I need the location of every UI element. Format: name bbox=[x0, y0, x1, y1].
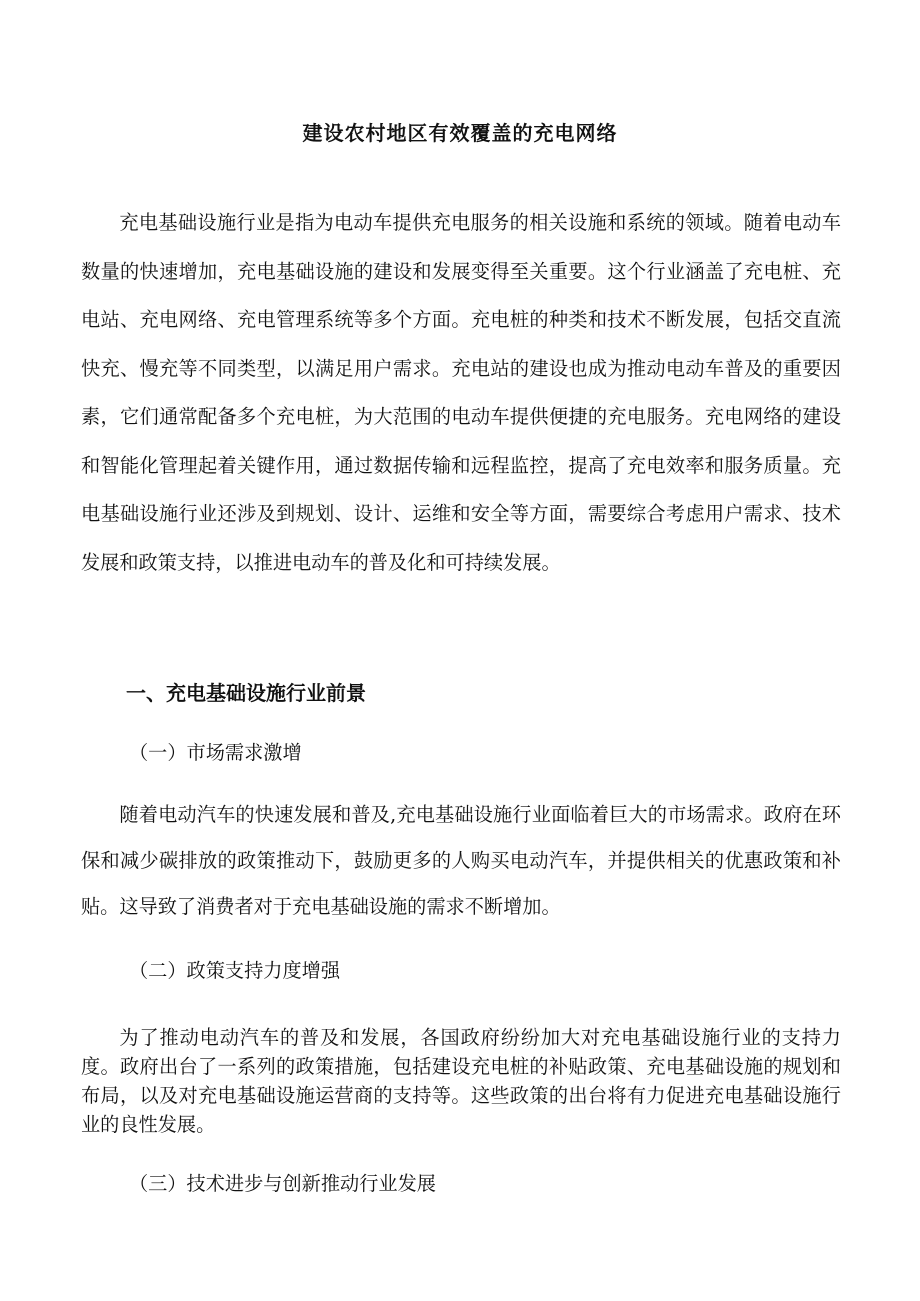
subsection-heading-market-demand: （一）市场需求激增 bbox=[129, 741, 302, 764]
policy-support-paragraph: 为了推动电动汽车的普及和发展，各国政府纷纷加大对充电基础设施行业的支持力度。政府出台了一系列的政策措施，包括建设充电桩的补贴政策、充电基础设施的规划和布局，以及对充电基础设施运营商的支持等。这些政策的出台将有力促进充电基础设施行业的良性发展。 bbox=[81, 1026, 841, 1136]
subsection-heading-policy-support: （二）政策支持力度增强 bbox=[129, 959, 341, 982]
section-heading-prospects: 一、充电基础设施行业前景 bbox=[126, 681, 366, 705]
intro-paragraph: 充电基础设施行业是指为电动车提供充电服务的相关设施和系统的领域。随着电动车数量的快速增加，充电基础设施的建设和发展变得至关重要。这个行业涵盖了充电桩、充电站、充电网络、充电管理系统等多个方面。充电桩的种类和技术不断发展，包括交直流快充、慢充等不同类型，以满足用户需求。充电站的建设也成为推动电动车普及的重要因素，它们通常配备多个充电桩，为大范围的电动车提供便捷的充电服务。充电网络的建设和智能化管理起着关键作用，通过数据传输和远程监控，提高了充电效率和服务质量。充电基础设施行业还涉及到规划、设计、运维和安全等方面，需要综合考虑用户需求、技术发展和政策支持，以推进电动车的普及化和可持续发展。 bbox=[81, 211, 841, 574]
document-title: 建设农村地区有效覆盖的充电网络 bbox=[302, 121, 618, 145]
market-demand-paragraph: 随着电动汽车的快速发展和普及,充电基础设施行业面临着巨大的市场需求。政府在环保和减少碳排放的政策推动下，鼓励更多的人购买电动汽车，并提供相关的优惠政策和补贴。这导致了消费者对于充电基础设施的需求不断增加。 bbox=[81, 803, 841, 918]
subsection-heading-technology: （三）技术进步与创新推动行业发展 bbox=[129, 1172, 436, 1195]
